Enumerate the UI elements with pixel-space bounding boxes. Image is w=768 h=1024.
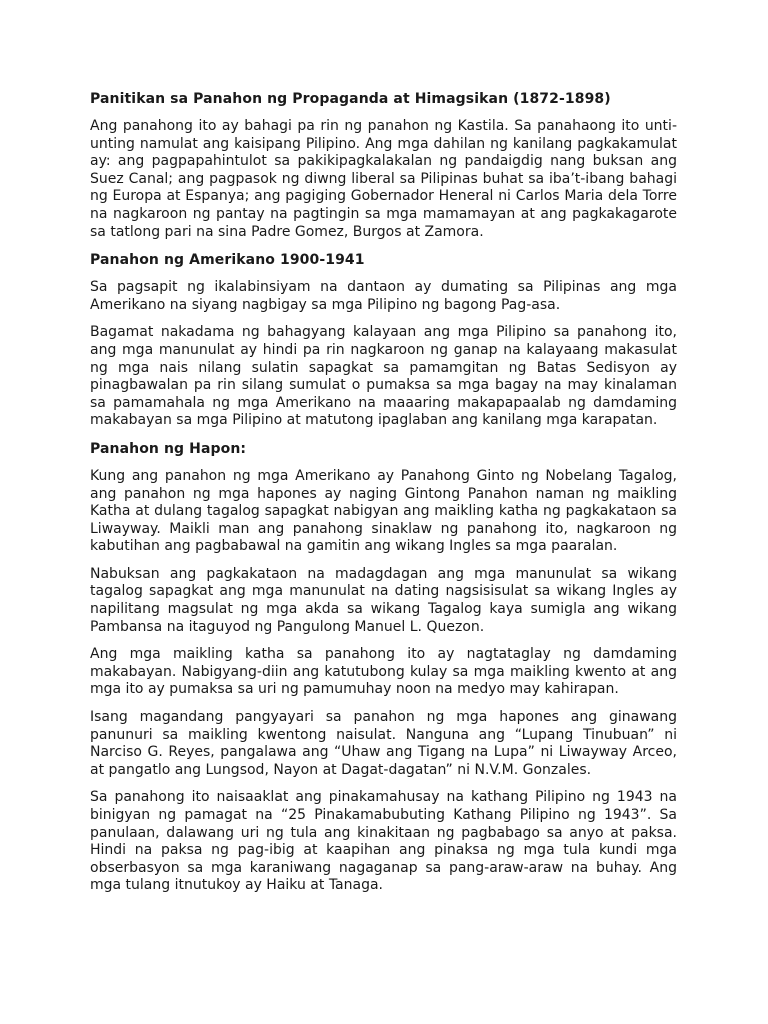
paragraph: Sa panahong ito naisaaklat ang pinakamahusay na kathang Pilipino ng 1943 na binigyan ng pamagat na “25 Pinakamabubuting Kathang Pilipino ng 1943”. Sa panulaan, dalawang uri ng tula ang kinakitaan ng pagbabago sa anyo at paksa. Hindi na paksa ng pag-ibig at kaapihan ang pinaksa ng mga tula kundi mga obserbasyon sa mga karaniwang nagaganap sa pang-araw-araw na buhay. Ang mga tulang itnutukoy ay Haiku at Tanaga. bbox=[90, 789, 677, 894]
paragraph: Nabuksan ang pagkakataon na madagdagan ang mga manunulat sa wikang tagalog sapagkat ang mga manunulat na dating nagsisisulat sa wikang Ingles ay napilitang magsulat ng mga akda sa wikang Tagalog kaya sumigla ang wikang Pambansa na itaguyod ng Pangulong Manuel L. Quezon. bbox=[90, 565, 677, 635]
document-page bbox=[90, 90, 677, 895]
paragraph: Kung ang panahon ng mga Amerikano ay Panahong Ginto ng Nobelang Tagalog, ang panahon ng mga hapones ay naging Gintong Panahon naman ng maikling Katha at dulang tagalog sapagkat nabigyan ang maikling katha ng pagkakataon sa Liwayway. Maikli man ang panahong sinaklaw ng panahong ito, nagkaroon ng kabutihan ang pagbabawal na gamitin ang wikang Ingles sa mga paaralan. bbox=[90, 467, 677, 555]
section-heading-propaganda: Panitikan sa Panahon ng Propaganda at Himagsikan (1872-1898) bbox=[90, 91, 611, 107]
section-heading-amerikano: Panahon ng Amerikano 1900-1941 bbox=[90, 252, 365, 269]
section-heading-hapon: Panahon ng Hapon: bbox=[90, 440, 247, 457]
paragraph: Bagamat nakadama ng bahagyang kalayaan ang mga Pilipino sa panahong ito, ang mga manunulat ay hindi pa rin nagkaroon ng ganap na kalayaang makasulat ng mga nais nilang sulatin sapagkat sa pamamgitan ng Batas Sedisyon ay pinagbawalan pa rin silang sumulat o pumaksa sa mga bagay na may kinalaman sa pamamahala ng mga Amerikano na maaaring makapapaalab ng damdaming makabayan sa mga Pilipino at matutong ipaglaban ang kanilang mga karapatan. bbox=[90, 324, 677, 429]
paragraph: Ang panahong ito ay bahagi pa rin ng panahon ng Kastila. Sa panahaong ito unti-unting namulat ang kaisipang Pilipino. Ang mga dahilan ng kanilang pagkakamulat ay: ang pagpapahintulot sa pakikipagkalakalan ng pandaigdig nang buksan ang Suez Canal; ang pagpasok ng diwng liberal sa Pilipinas buhat sa iba’t-ibang bahagi ng Europa at Espanya; ang pagiging Gobernador Heneral ni Carlos Maria dela Torre na nagkaroon ng pantay na pagtingin sa mga mamamayan at ang pagkakagarote sa tatlong pari na sina Padre Gomez, Burgos at Zamora. bbox=[90, 118, 677, 240]
paragraph: Ang mga maikling katha sa panahong ito ay nagtataglay ng damdaming makabayan. Nabigyang-diin ang katutubong kulay sa mga maikling kwento at ang mga ito ay pumaksa sa uri ng pamumuhay noon na medyo may kahirapan. bbox=[90, 646, 677, 698]
paragraph: Sa pagsapit ng ikalabinsiyam na dantaon ay dumating sa Pilipinas ang mga Amerikano na siyang nagbigay sa mga Pilipino ng bagong Pag-asa. bbox=[90, 279, 677, 313]
paragraph: Isang magandang pangyayari sa panahon ng mga hapones ang ginawang panunuri sa maikling kwentong naisulat. Nanguna ang “Lupang Tinubuan” ni Narciso G. Reyes, pangalawa ang “Uhaw ang Tigang na Lupa” ni Liwayway Arceo, at pangatlo ang Lungsod, Nayon at Dagat-dagatan” ni N.V.M. Gonzales. bbox=[90, 709, 677, 778]
